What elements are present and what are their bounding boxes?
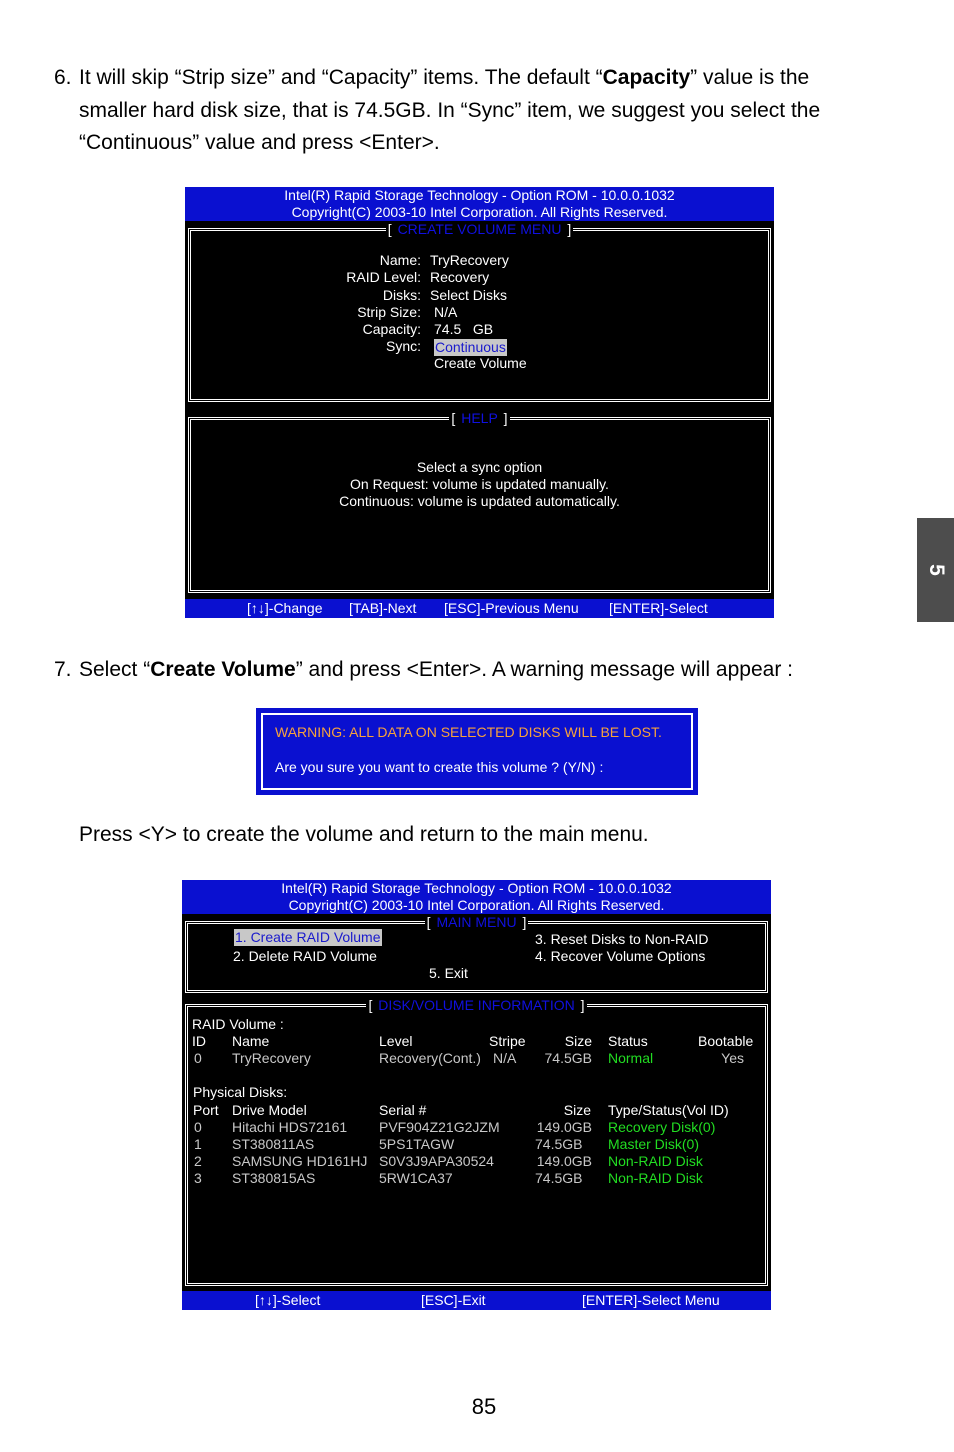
vol-header-name: Name <box>232 1033 270 1049</box>
field-value-name[interactable]: TryRecovery <box>430 252 509 268</box>
footer-next-key: [TAB]-Next <box>349 600 417 616</box>
main-menu-title-text: MAIN MENU <box>436 914 517 930</box>
main-menu-title: [ MAIN MENU ] <box>426 914 527 930</box>
physical-disks-label: Physical Disks: <box>193 1084 288 1100</box>
menu-item-delete-raid-volume[interactable]: 2. Delete RAID Volume <box>233 948 377 964</box>
step-6-text-a: It will skip “Strip size” and “Capacity” items. The default “ <box>79 66 603 89</box>
disk-serial: 5RW1CA37 <box>379 1170 453 1186</box>
main-menu-screen <box>182 880 771 1310</box>
disk-model: ST380815AS <box>232 1170 316 1186</box>
confirm-prompt[interactable]: Are you sure you want to create this volume ? (Y/N) : <box>275 759 604 775</box>
disk-serial: S0V3J9APA30524 <box>379 1153 494 1169</box>
field-value-strip-size[interactable]: N/A <box>434 304 458 320</box>
header-copyright: Copyright(C) 2003-10 Intel Corporation. All Rights Reserved. <box>288 897 665 913</box>
help-title: [ HELP ] <box>451 410 508 426</box>
screen-header <box>185 187 774 221</box>
screen-footer <box>182 1291 771 1310</box>
menu-item-create-raid-volume[interactable]: 1. Create RAID Volume <box>235 929 381 945</box>
help-line: Select a sync option <box>416 459 543 475</box>
disk-model: SAMSUNG HD161HJ <box>232 1153 368 1169</box>
vol-size: 74.5GB <box>544 1050 592 1066</box>
disk-type-status: Non-RAID Disk <box>608 1170 703 1186</box>
vol-header-status: Status <box>608 1033 648 1049</box>
vol-stripe: N/A <box>493 1050 517 1066</box>
disk-model: Hitachi HDS72161 <box>232 1119 348 1135</box>
chapter-tab <box>917 518 954 622</box>
step-7 <box>54 654 874 687</box>
header-title: Intel(R) Rapid Storage Technology - Option ROM - 10.0.0.1032 <box>281 880 672 896</box>
warning-message: WARNING: ALL DATA ON SELECTED DISKS WILL BE LOST. <box>275 724 662 740</box>
step-7-text-a: Select “ <box>79 658 151 681</box>
header-title: Intel(R) Rapid Storage Technology - Option ROM - 10.0.0.1032 <box>284 187 675 203</box>
field-label-strip-size: Strip Size: <box>357 304 421 320</box>
footer-select-menu-key: [ENTER]-Select Menu <box>582 1292 720 1308</box>
disk-size: 74.5GB <box>535 1170 583 1186</box>
vol-header-size: Size <box>564 1033 592 1049</box>
vol-header-id: ID <box>192 1033 206 1049</box>
disk-size: 74.5GB <box>535 1136 583 1152</box>
disk-header-serial: Serial # <box>379 1102 427 1118</box>
disk-model: ST380811AS <box>232 1136 315 1152</box>
step-6-bold: Capacity <box>602 66 691 89</box>
disk-type-status: Non-RAID Disk <box>608 1153 703 1169</box>
field-value-sync[interactable]: Continuous <box>435 339 506 355</box>
field-label-disks: Disks: <box>382 287 421 303</box>
vol-header-bootable: Bootable <box>698 1033 754 1049</box>
footer-select-key: [↑↓]-Select <box>255 1292 321 1308</box>
vol-name: TryRecovery <box>232 1050 311 1066</box>
footer-previous-menu-key: [ESC]-Previous Menu <box>444 600 579 616</box>
help-line: On Request: volume is updated manually. <box>350 476 609 492</box>
menu-item-reset-disks[interactable]: 3. Reset Disks to Non-RAID <box>535 931 709 947</box>
step-7-bold: Create Volume <box>150 658 296 681</box>
vol-header-level: Level <box>379 1033 413 1049</box>
disk-type-status: Master Disk(0) <box>608 1136 700 1152</box>
screen-footer <box>185 599 774 618</box>
field-label-sync: Sync: <box>385 338 421 354</box>
help-line: Continuous: volume is updated automatically. <box>339 493 620 509</box>
menu-item-exit[interactable]: 5. Exit <box>429 965 468 981</box>
field-label-name: Name: <box>379 252 421 268</box>
menu-item-recover-volume-options[interactable]: 4. Recover Volume Options <box>535 948 706 964</box>
disk-type-status: Recovery Disk(0) <box>608 1119 716 1135</box>
disk-size: 149.0GB <box>536 1119 592 1135</box>
chapter-number: 5 <box>924 564 948 576</box>
raid-volume-label: RAID Volume : <box>192 1016 284 1032</box>
field-label-raid-level: RAID Level: <box>346 269 421 285</box>
disk-port: 2 <box>194 1153 202 1169</box>
info-title: [ DISK/VOLUME INFORMATION ] <box>368 997 585 1013</box>
press-y-note: Press <Y> to create the volume and return to the main menu. <box>79 823 649 846</box>
disk-header-size: Size <box>563 1102 591 1118</box>
page-number: 85 <box>471 1394 497 1419</box>
step-7-text-b: ” and press <Enter>. A warning message will appear : <box>295 658 793 681</box>
help-title-text: HELP <box>461 410 498 426</box>
step-6 <box>54 62 874 160</box>
field-value-raid-level[interactable]: Recovery <box>430 269 490 285</box>
vol-bootable: Yes <box>721 1050 744 1066</box>
step-6-text-b: ” value is the smaller hard disk size, that is 74.5GB. In “Sync” item, we suggest you select the “Continuous” value and press <Enter>. <box>79 66 821 154</box>
create-volume-screen <box>185 187 774 618</box>
footer-select-key: [ENTER]-Select <box>609 600 708 616</box>
vol-header-stripe: Stripe <box>489 1033 526 1049</box>
footer-exit-key: [ESC]-Exit <box>421 1292 486 1308</box>
disk-header-drive-model: Drive Model <box>232 1102 307 1118</box>
vol-status: Normal <box>608 1050 654 1066</box>
menu-title-text: CREATE VOLUME MENU <box>397 221 562 237</box>
disk-port: 1 <box>194 1136 202 1152</box>
screen-header <box>182 880 771 914</box>
disk-header-port: Port <box>193 1102 219 1118</box>
disk-serial: PVF904Z21G2JZM <box>379 1119 500 1135</box>
header-copyright: Copyright(C) 2003-10 Intel Corporation. All Rights Reserved. <box>291 204 668 220</box>
step-6-number: 6. <box>54 66 72 89</box>
disk-port: 3 <box>194 1170 202 1186</box>
create-volume-option[interactable]: Create Volume <box>434 355 527 371</box>
vol-level: Recovery(Cont.) <box>379 1050 481 1066</box>
vol-id: 0 <box>194 1050 202 1066</box>
step-7-number: 7. <box>54 658 72 681</box>
field-label-capacity: Capacity: <box>362 321 421 337</box>
disk-size: 149.0GB <box>536 1153 592 1169</box>
disk-port: 0 <box>194 1119 202 1135</box>
warning-dialog <box>256 708 698 795</box>
menu-title: [ CREATE VOLUME MENU ] <box>387 221 572 237</box>
disk-header-type-status: Type/Status(Vol ID) <box>608 1102 729 1118</box>
field-value-capacity[interactable]: 74.5 GB <box>434 321 494 337</box>
footer-change-key: [↑↓]-Change <box>247 600 323 616</box>
info-title-text: DISK/VOLUME INFORMATION <box>378 997 575 1013</box>
field-value-disks[interactable]: Select Disks <box>430 287 508 303</box>
disk-serial: 5PS1TAGW <box>379 1136 455 1152</box>
